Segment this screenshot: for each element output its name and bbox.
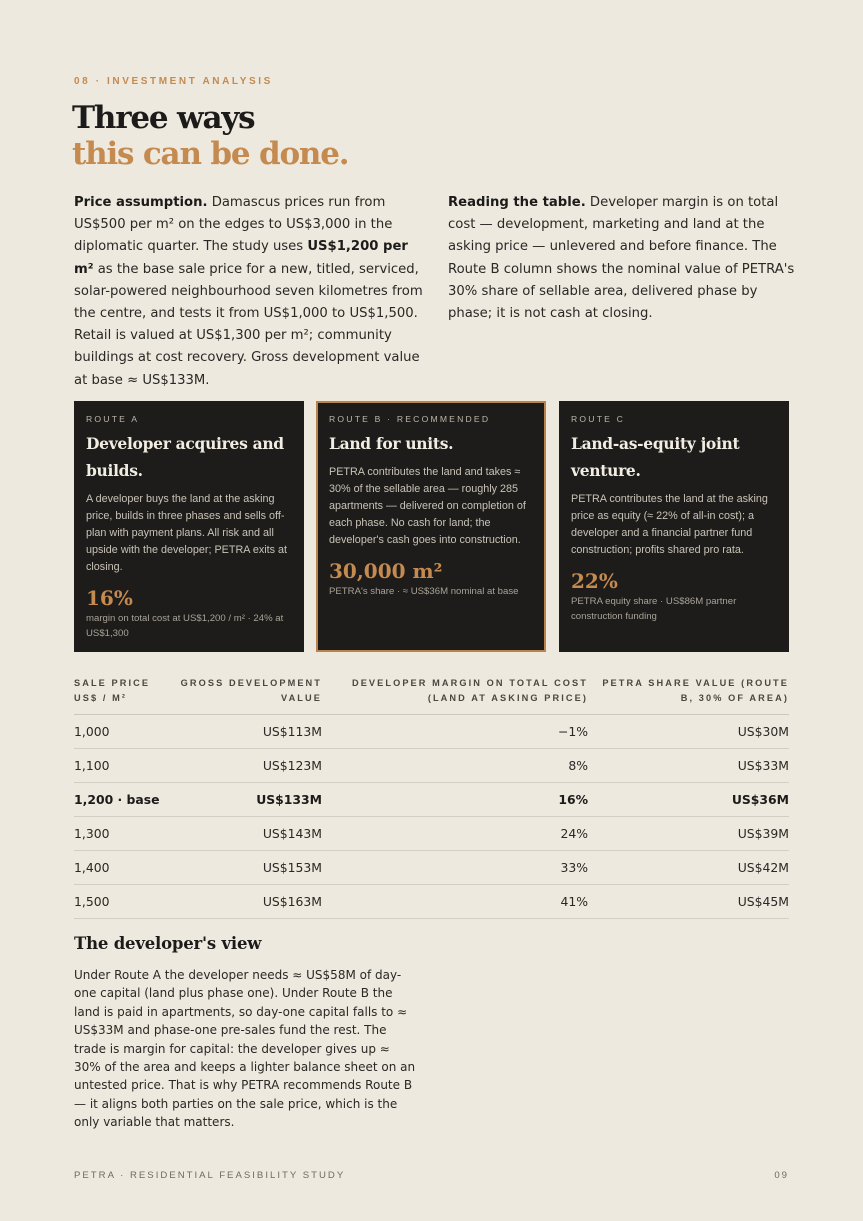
price-assumption-lead: Price assumption.	[74, 195, 208, 210]
header-line: SALE PRICE	[74, 678, 151, 688]
route-figure: 30,000 m²	[329, 559, 443, 583]
route-description: PETRA contributes the land at the asking price as equity (≈ 22% of all-in cost); a developer and a financial partner fund construction; profits shared pro rata.	[571, 493, 768, 556]
cell-share: US$45M	[588, 885, 789, 919]
table-row	[74, 817, 789, 851]
header-margin	[322, 670, 588, 715]
cell-margin: 33%	[322, 851, 588, 885]
cell-margin: 41%	[322, 885, 588, 919]
developer-view-title: The developer's view	[74, 934, 262, 953]
route-label: ROUTE B · RECOMMENDED	[329, 414, 491, 424]
cell-gdv: US$153M	[176, 851, 322, 885]
header-sale-price	[74, 670, 176, 715]
route-label: ROUTE C	[571, 414, 626, 424]
cell-gdv: US$123M	[176, 749, 322, 783]
cell-price: 1,400	[74, 851, 176, 885]
price-assumption-paragraph	[74, 192, 424, 392]
table-header-row	[74, 670, 789, 715]
route-heading: Developer acquires and builds.	[86, 434, 284, 480]
cell-margin: −1%	[322, 715, 588, 749]
route-description: PETRA contributes the land and takes ≈ 30% of the sellable area — roughly 285 apartments — delivered on completion of each phase. No cash for land; the developer's cash goes into construction.	[329, 466, 526, 546]
header-line: (LAND AT ASKING PRICE)	[427, 693, 588, 703]
price-assumption-bold: US$1,200 per m²	[74, 239, 408, 277]
route-heading: Land-as-equity joint venture.	[571, 434, 740, 480]
cell-share: US$33M	[588, 749, 789, 783]
header-line: GROSS DEVELOPMENT	[180, 678, 322, 688]
route-label: ROUTE A	[86, 414, 140, 424]
route-figure: 16%	[86, 586, 133, 610]
cell-margin: 16%	[322, 783, 588, 817]
section-label: 08 · INVESTMENT ANALYSIS	[74, 76, 273, 87]
header-line: VALUE	[281, 693, 322, 703]
header-line: PETRA SHARE VALUE (ROUTE	[602, 678, 789, 688]
header-line: US$ / M²	[74, 693, 128, 703]
page-title-line1: Three ways	[72, 100, 255, 136]
route-description: A developer buys the land at the asking price, builds in three phases and sells off-plan with payment plans. All risk and all upside with the developer; PETRA exits at closing.	[86, 493, 288, 573]
cell-gdv: US$133M	[176, 783, 322, 817]
route-c-card	[559, 401, 789, 652]
route-note: margin on total cost at US$1,200 / m² · 24% at US$1,300	[86, 613, 284, 639]
cell-price: 1,100	[74, 749, 176, 783]
route-note: PETRA equity share · US$86M partner construction funding	[571, 596, 737, 622]
table-row	[74, 851, 789, 885]
route-figure: 22%	[571, 569, 618, 593]
reading-table-lead: Reading the table.	[448, 195, 586, 210]
cell-share: US$39M	[588, 817, 789, 851]
cell-price: 1,000	[74, 715, 176, 749]
cell-margin: 24%	[322, 817, 588, 851]
route-a-card	[74, 401, 304, 652]
cell-margin: 8%	[322, 749, 588, 783]
cell-share: US$36M	[588, 783, 789, 817]
header-line: B, 30% OF AREA)	[680, 693, 789, 703]
header-gdv	[176, 670, 322, 715]
cell-price: 1,200 · base	[74, 783, 176, 817]
cell-price: 1,300	[74, 817, 176, 851]
table-row	[74, 885, 789, 919]
route-heading: Land for units.	[329, 434, 454, 453]
price-assumption-text2: as the base sale price for a new, titled, serviced, solar-powered neighbourhood seven kilometres from the centre, and tests it from US$1,000 to US$1,500. Retail is valued at US$1,300 per m²; community buildings at cost recovery. Gross development value at base ≈ US$133M.	[74, 261, 423, 388]
page-number: 09	[774, 1170, 789, 1181]
table-row	[74, 749, 789, 783]
reading-table-text: Developer margin is on total cost — development, marketing and land at the asking price — unlevered and before finance. The Route B column shows the nominal value of PETRA's 30% share of sellable area, delivered phase by phase; it is not cash at closing.	[448, 195, 795, 322]
page-title-line2: this can be done.	[72, 136, 349, 172]
page-title	[72, 100, 348, 172]
footer-study-name: PETRA · RESIDENTIAL FEASIBILITY STUDY	[74, 1170, 346, 1181]
cell-price: 1,500	[74, 885, 176, 919]
cell-gdv: US$143M	[176, 817, 322, 851]
table-row-base	[74, 783, 789, 817]
cell-gdv: US$163M	[176, 885, 322, 919]
sensitivity-table	[74, 670, 789, 919]
cell-gdv: US$113M	[176, 715, 322, 749]
cell-share: US$30M	[588, 715, 789, 749]
route-note: PETRA's share · ≈ US$36M nominal at base	[329, 586, 519, 597]
header-share-value	[588, 670, 789, 715]
reading-table-paragraph	[448, 192, 798, 325]
table-row	[74, 715, 789, 749]
price-assumption-text1: Damascus prices run from US$500 per m² on the edges to US$3,000 in the diplomatic quarter. The study uses	[74, 195, 393, 255]
developer-view-body: Under Route A the developer needs ≈ US$58M of day-one capital (land plus phase one). Under Route B the land is paid in apartments, so day-one capital falls to ≈ US$33M and phase-one pre-sales fund the rest. The trade is margin for capital: the developer gives up ≈ 30% of the area and keeps a lighter balance sheet on an untested price. That is why PETRA recommends Route B — it aligns both parties on the sale price, which is the only variable that matters.	[74, 968, 416, 1130]
cell-share: US$42M	[588, 851, 789, 885]
route-b-card	[316, 401, 546, 652]
header-line: DEVELOPER MARGIN ON TOTAL COST	[351, 678, 588, 688]
